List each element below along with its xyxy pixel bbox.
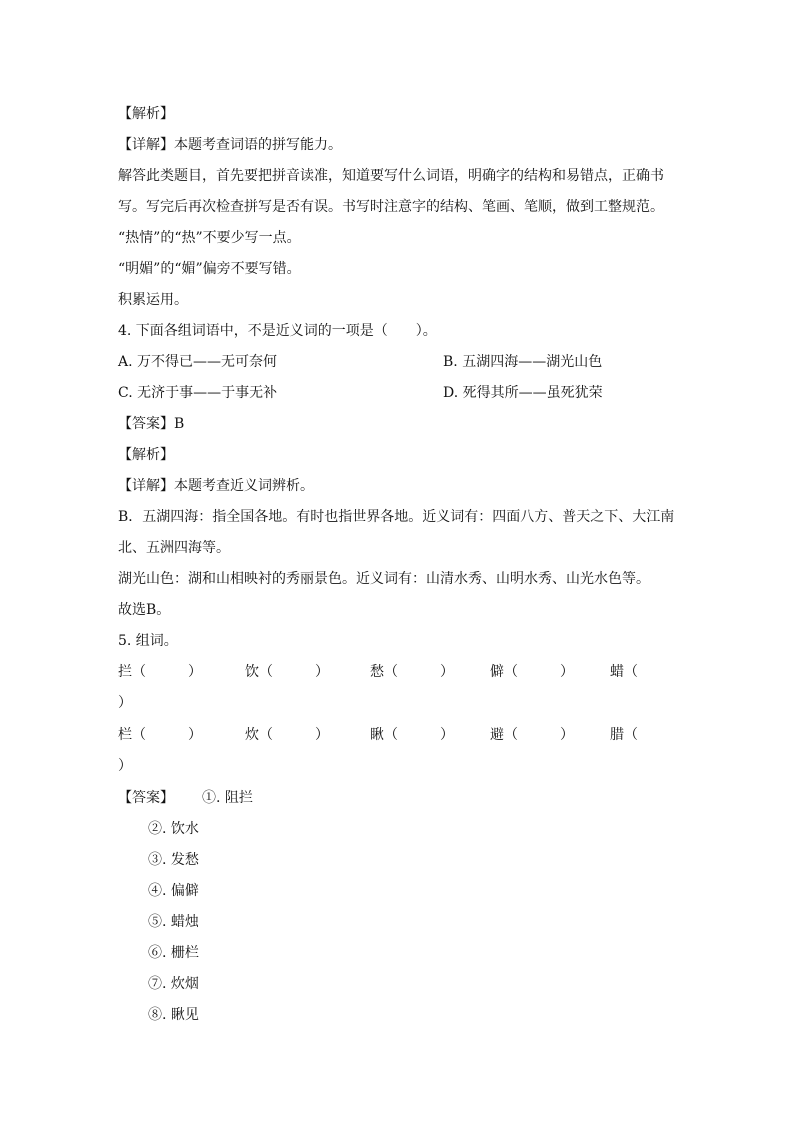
section-accumulate: 积累运用。	[118, 292, 188, 308]
answer-item-2: ②. 饮水	[148, 821, 199, 837]
analysis-heading-1: 【解析】	[118, 106, 174, 122]
answer-label-5: 【答案】	[118, 790, 174, 806]
explanation-line-4: 北、五洲四海等。	[118, 540, 230, 556]
option-a: A. 万不得已——无可奈何	[118, 354, 278, 370]
grid-row1-tail: ）	[118, 695, 132, 711]
analysis-heading-2: 【解析】	[118, 447, 174, 463]
answer-item-8: ⑧. 瞅见	[148, 1007, 199, 1023]
explanation-line-3: B．五湖四海：指全国各地。有时也指世界各地。近义词有：四面八方、普天之下、大江南	[118, 509, 675, 525]
answer-4: 【答案】B	[118, 416, 185, 432]
grid-cell-chui: 炊（ ）	[245, 727, 329, 743]
detail-line-1: 【详解】本题考查词语的拼写能力。	[118, 137, 342, 153]
grid-row2-tail: ）	[118, 758, 132, 774]
grid-cell-chou2: 瞅（ ）	[370, 727, 454, 743]
answer-item-1: ①. 阻拦	[202, 790, 253, 806]
answer-item-5: ⑤. 蜡烛	[148, 914, 199, 930]
explanation-line-5: 湖光山色：湖和山相映衬的秀丽景色。近义词有：山清水秀、山明水秀、山光水色等。	[118, 571, 650, 587]
grid-cell-lan: 拦（ ）	[118, 664, 202, 680]
grid-cell-la2: 腊（	[610, 727, 638, 743]
grid-cell-bi: 避（ ）	[490, 727, 574, 743]
grid-cell-lan2: 栏（ ）	[118, 727, 202, 743]
question-4: 4. 下面各组词语中，不是近义词的一项是（ ）。	[118, 323, 437, 339]
conclusion-line: 故选B。	[118, 602, 171, 618]
explanation-line-2: 写。写完后再次检查拼写是否有误。书写时注意字的结构、笔画、笔顺，做到工整规范。	[118, 199, 664, 215]
grid-cell-yin: 饮（ ）	[245, 664, 329, 680]
grid-cell-la: 蜡（	[610, 664, 638, 680]
question-5: 5. 组词。	[118, 633, 178, 649]
detail-line-2: 【详解】本题考查近义词辨析。	[118, 478, 314, 494]
grid-cell-pi: 僻（ ）	[490, 664, 574, 680]
option-d: D. 死得其所——虽死犹荣	[443, 385, 603, 401]
answer-item-3: ③. 发愁	[148, 852, 199, 868]
grid-cell-chou: 愁（ ）	[370, 664, 454, 680]
option-c: C. 无济于事——于事无补	[118, 385, 278, 401]
answer-item-7: ⑦. 炊烟	[148, 976, 199, 992]
note-mei: “明媚”的“媚”偏旁不要写错。	[118, 261, 301, 277]
note-re: “热情”的“热”不要少写一点。	[118, 230, 301, 246]
answer-item-4: ④. 偏僻	[148, 883, 199, 899]
explanation-line-1: 解答此类题目，首先要把拼音读准，知道要写什么词语，明确字的结构和易错点，正确书	[118, 168, 664, 184]
option-b: B. 五湖四海——湖光山色	[443, 354, 603, 370]
answer-item-6: ⑥. 栅栏	[148, 945, 199, 961]
